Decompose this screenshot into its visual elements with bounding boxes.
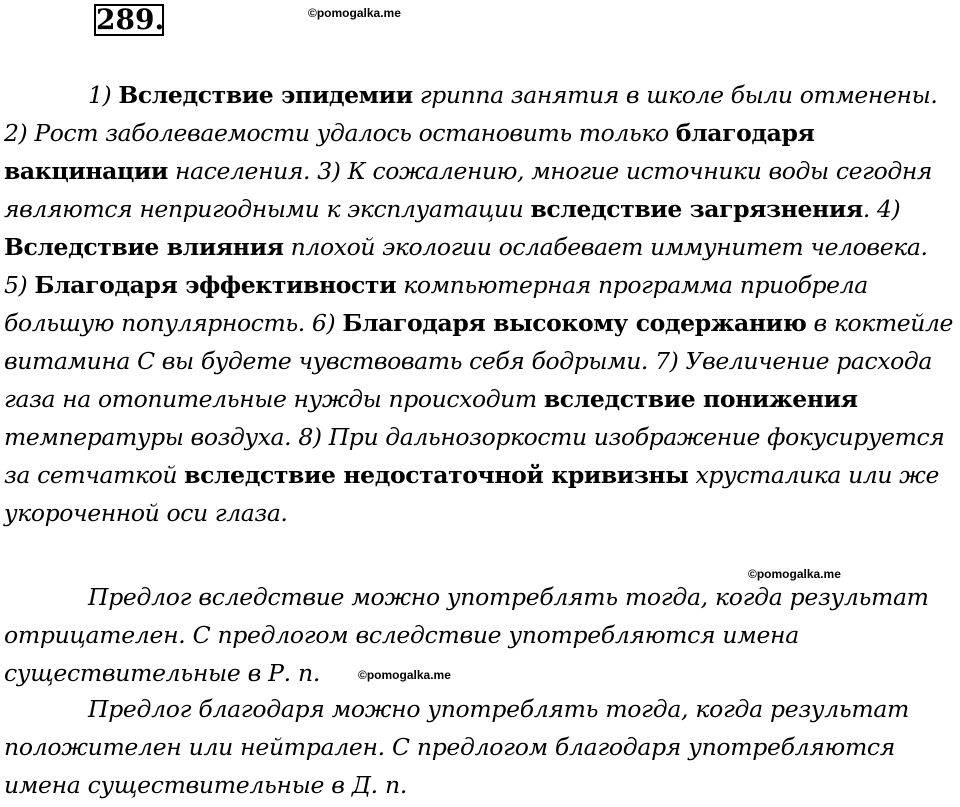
sentence-3-text-end: . bbox=[862, 195, 870, 223]
rule-paragraph-blagodarya: Предлог благодаря можно употреблять тогда, когда результат положителен или нейтрален. С предлогом благодаря употребляются имена существительные в Д. п. bbox=[4, 695, 910, 799]
watermark-lower: ©pomogalka.me bbox=[358, 668, 451, 682]
sentence-8-text-start: При дальнозоркости изображение фокусируется за сетчаткой bbox=[4, 423, 945, 489]
watermark-middle: ©pomogalka.me bbox=[748, 567, 841, 581]
sentence-8-highlight: вследствие недостаточной кривизны bbox=[184, 461, 689, 489]
sentence-2-text-start: Рост заболеваемости удалось остановить только bbox=[34, 119, 676, 147]
rule-paragraph-vsledstvie: Предлог вследствие можно употреблять тогда, когда результат отрицателен. С предлогом вследствие употребляются имена существительные в Р. п. bbox=[4, 583, 929, 687]
sentence-7-text-start: Увеличение расхода газа на отопительные нужды происходит bbox=[4, 347, 932, 413]
sentence-4-highlight: Вследствие влияния bbox=[4, 233, 284, 261]
sentence-1-text: гриппа занятия в школе были отменены. bbox=[412, 81, 938, 109]
sentence-1-highlight: Вследствие эпидемии bbox=[118, 81, 413, 109]
sentence-1-number: 1) bbox=[88, 81, 119, 109]
answer-paragraph bbox=[4, 76, 954, 532]
task-number: 289. bbox=[96, 3, 165, 36]
sentence-3-number: 3) bbox=[310, 157, 348, 185]
sentence-3-text-start: К сожалению, многие источники воды сегодня являются непригодными к эксплуатации bbox=[4, 157, 933, 223]
sentence-6-number: 6) bbox=[304, 309, 343, 337]
sentence-4-text: плохой экологии ослабевает иммунитет человека. bbox=[283, 233, 928, 261]
sentence-6-text: в коктейле витамина С вы будете чувствовать себя бодрыми. bbox=[4, 309, 954, 375]
sentence-4-number: 4) bbox=[869, 195, 901, 223]
sentence-8-number: 8) bbox=[291, 423, 329, 451]
sentence-5-highlight: Благодаря эффективности bbox=[34, 271, 397, 299]
sentence-5-number: 5) bbox=[4, 271, 35, 299]
sentence-2-highlight: благодаря вакцинации bbox=[4, 119, 815, 185]
watermark-top: ©pomogalka.me bbox=[308, 6, 401, 20]
sentence-2-text-end: населения. bbox=[167, 157, 311, 185]
sentence-7-highlight: вследствие понижения bbox=[543, 385, 858, 413]
sentence-2-number: 2) bbox=[4, 119, 35, 147]
sentence-7-text-end: температуры воздуха. bbox=[4, 423, 292, 451]
sentence-6-highlight: Благодаря высокому содержанию bbox=[342, 309, 807, 337]
sentence-8-text-end: хрусталика или же укороченной оси глаза. bbox=[4, 461, 939, 527]
sentence-3-highlight: вследствие загрязнения bbox=[530, 195, 863, 223]
sentence-5-text: компьютерная программа приобрела большую популярность. bbox=[4, 271, 868, 337]
sentence-7-number: 7) bbox=[648, 347, 686, 375]
